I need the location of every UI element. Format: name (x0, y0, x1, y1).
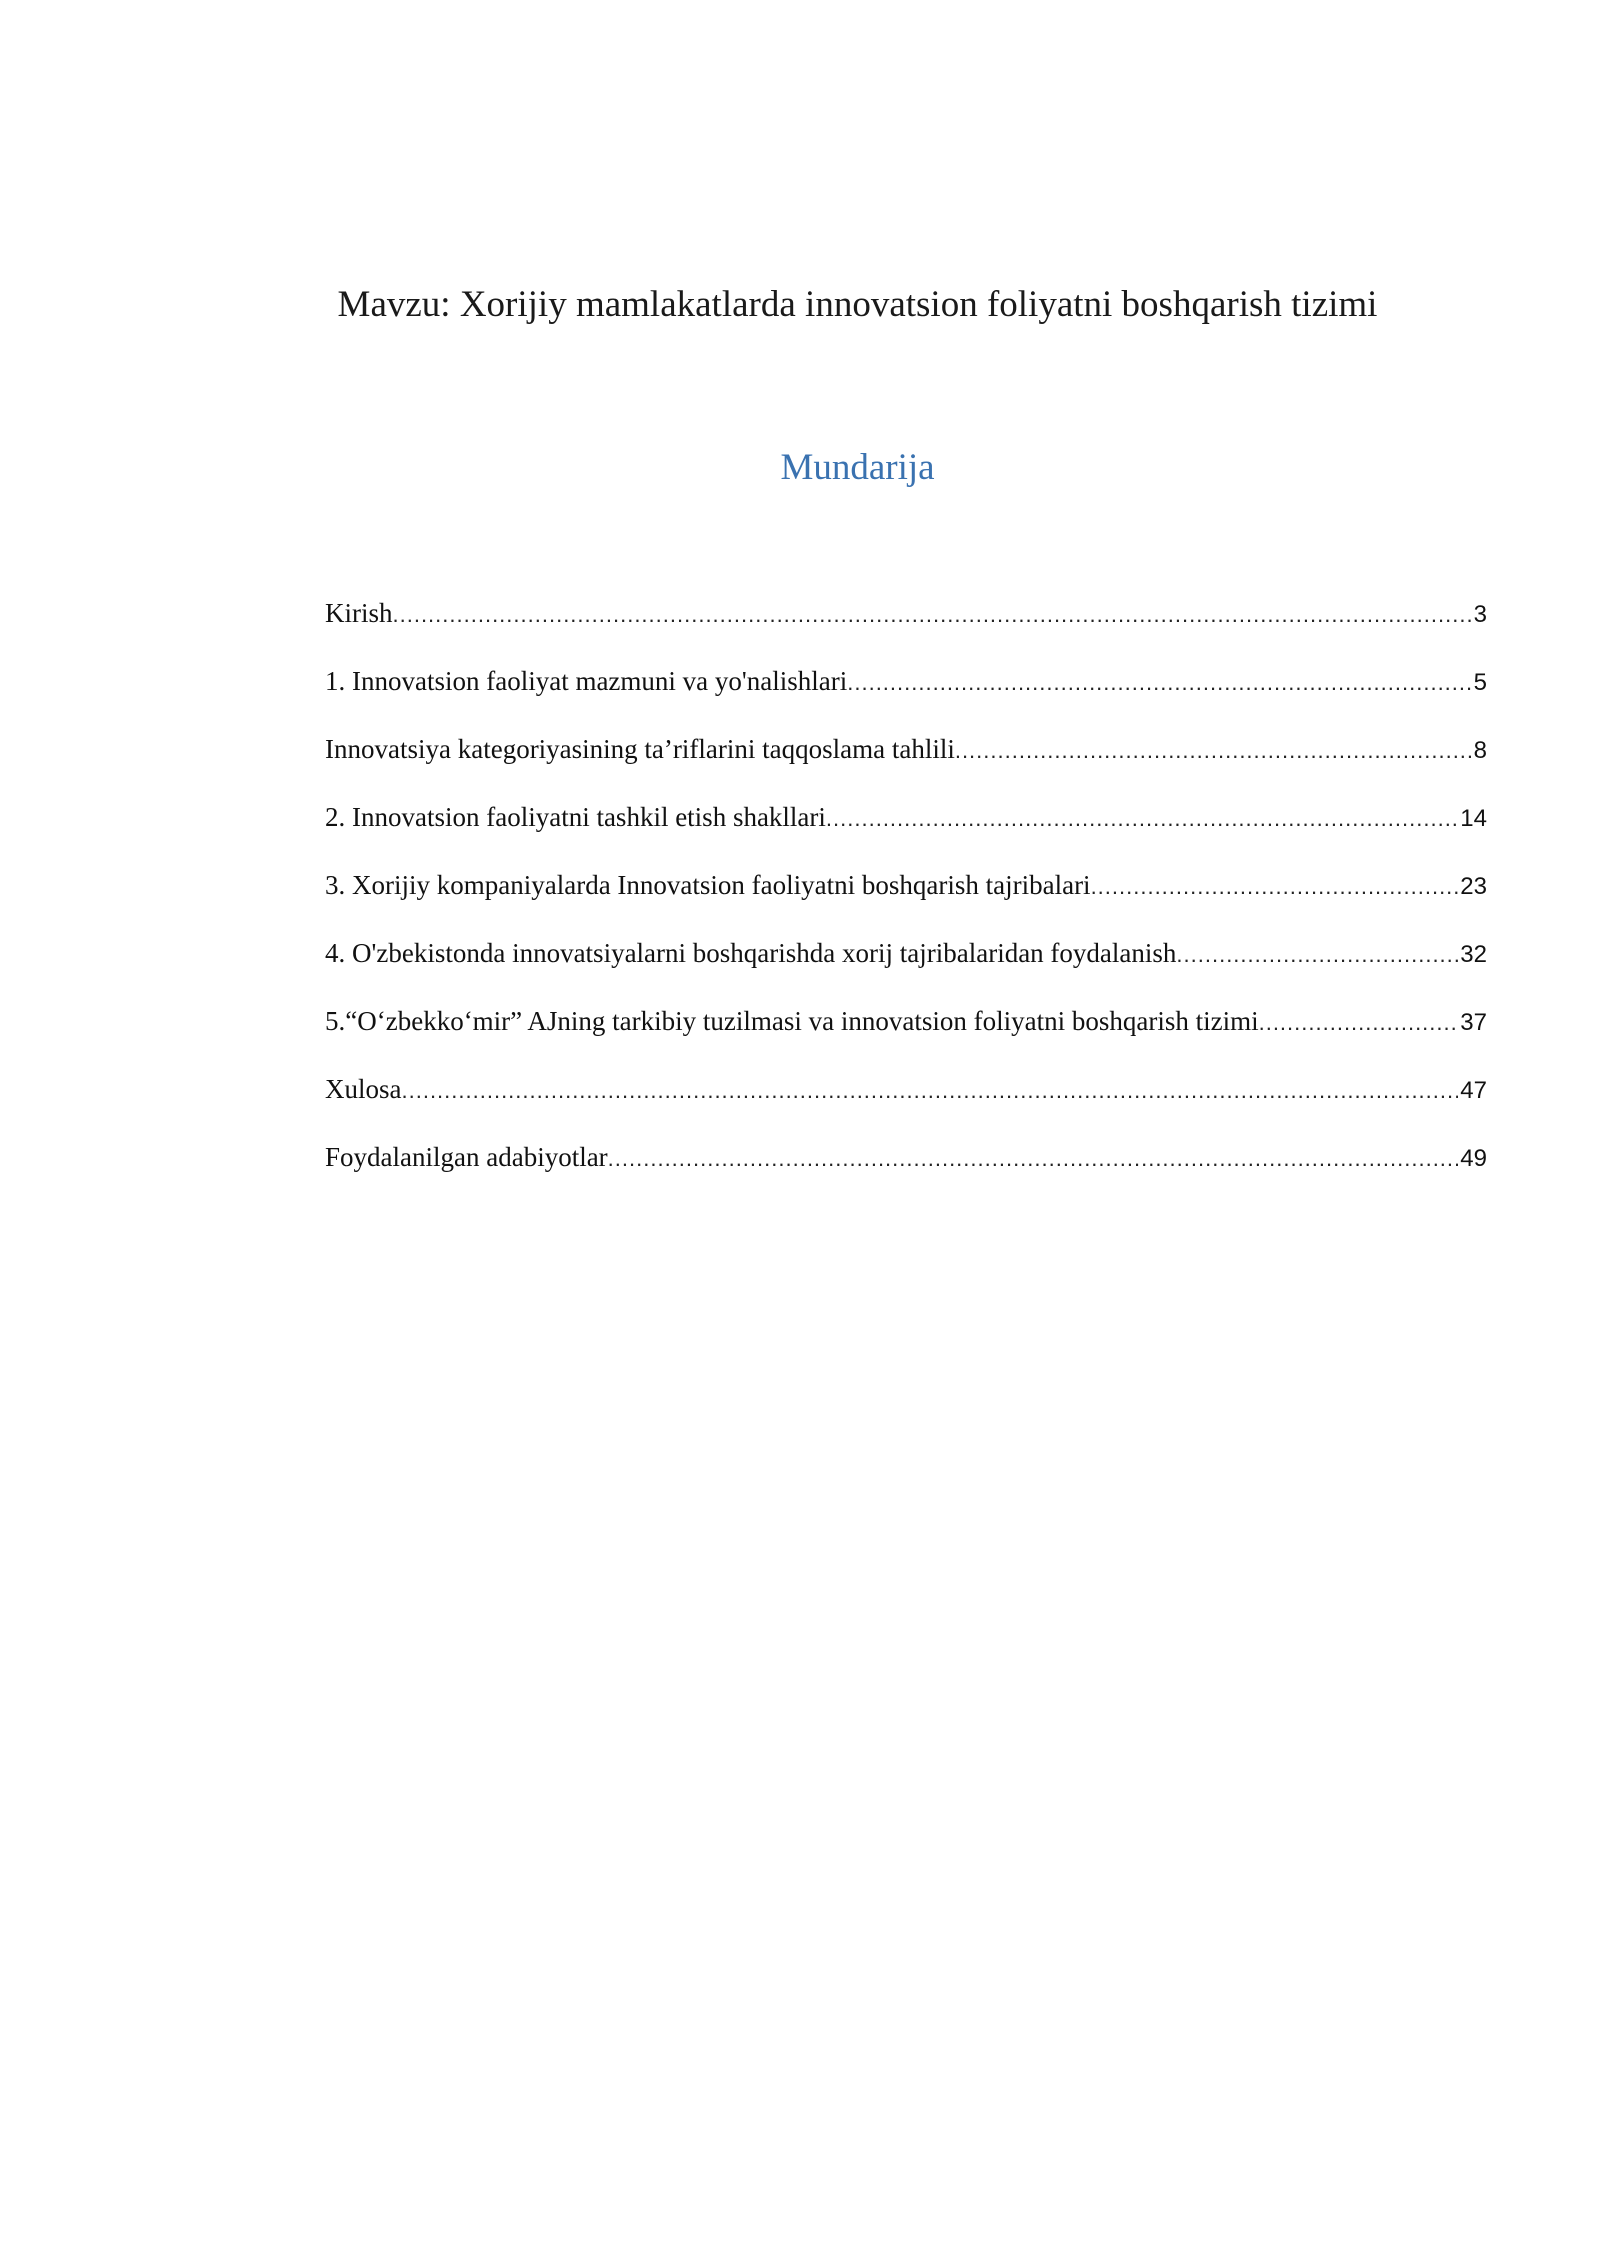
toc-entry-label: 1. Innovatsion faoliyat mazmuni va yo'nalishlari (325, 666, 848, 696)
toc-entry-label: Xulosa (325, 1074, 402, 1104)
toc-entry-label: 2. Innovatsion faoliyatni tashkil etish shakllari (325, 802, 826, 832)
toc-entry[interactable] (325, 1139, 1487, 1207)
toc-entry-page: 37 (1460, 1009, 1487, 1036)
toc-entry-page: 3 (1473, 601, 1487, 628)
toc-entry-label: Foydalanilgan adabiyotlar (325, 1142, 608, 1172)
toc-entry[interactable] (325, 731, 1487, 799)
toc-entry[interactable] (325, 663, 1487, 731)
toc-entry[interactable] (325, 1003, 1487, 1071)
toc-entry-label: 5.“O‘zbekko‘mir” AJning tarkibiy tuzilmasi va innovatsion foliyatni boshqarish tizimi (325, 1006, 1259, 1036)
toc-entry-label: Innovatsiya kategoriyasining ta’riflarini taqqoslama tahlili (325, 734, 955, 764)
toc-entry-page: 47 (1460, 1077, 1487, 1104)
toc-entry-label: 4. O'zbekistonda innovatsiyalarni boshqarishda xorij tajribalaridan foydalanish (325, 938, 1177, 968)
toc-entry[interactable] (325, 799, 1487, 867)
toc-entry[interactable] (325, 1071, 1487, 1139)
toc-dot-leader (1091, 869, 1459, 905)
toc-entry-page: 32 (1460, 941, 1487, 968)
toc-dot-leader (1176, 937, 1458, 973)
toc-entry[interactable] (325, 935, 1487, 1003)
toc-dot-leader (402, 1073, 1459, 1109)
toc-entry-page: 8 (1473, 737, 1487, 764)
toc-entry-page: 23 (1460, 873, 1487, 900)
toc-dot-leader (955, 733, 1472, 769)
toc-entry-page: 49 (1460, 1145, 1487, 1172)
toc-dot-leader (826, 801, 1458, 837)
toc-entry-label: Kirish (325, 598, 393, 628)
toc-dot-leader (393, 597, 1472, 633)
toc-dot-leader (1259, 1005, 1459, 1041)
toc-entry-page: 14 (1460, 805, 1487, 832)
toc-entry[interactable] (325, 595, 1487, 663)
document-title: Mavzu: Xorijiy mamlakatlarda innovatsion foliyatni boshqarish tizimi (337, 284, 1378, 325)
toc-dot-leader (608, 1141, 1459, 1177)
toc-dot-leader (847, 665, 1471, 701)
toc-entry-page: 5 (1473, 669, 1487, 696)
table-of-contents (325, 595, 1487, 1207)
toc-heading: Mundarija (780, 447, 935, 488)
toc-entry-label: 3. Xorijiy kompaniyalarda Innovatsion faoliyatni boshqarish tajribalari (325, 870, 1091, 900)
toc-entry[interactable] (325, 867, 1487, 935)
